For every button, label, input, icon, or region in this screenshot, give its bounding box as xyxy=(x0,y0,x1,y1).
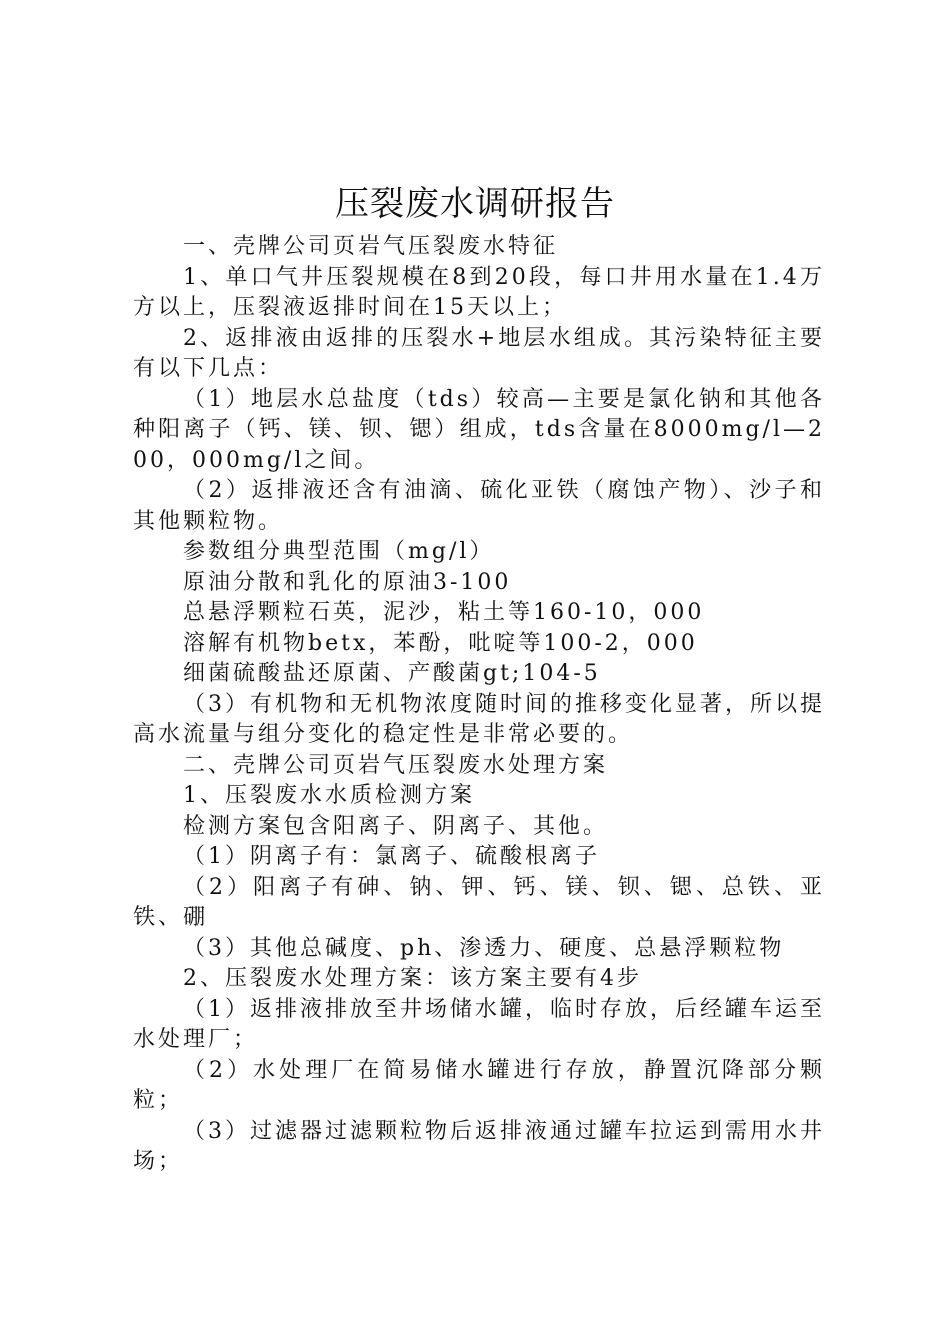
paragraph-treatment-plan: 2、压裂废水处理方案：该方案主要有4步 xyxy=(183,966,642,991)
paragraph-step-3: （3）过滤器过滤颗粒物后返排液通过罐车拉运到需用水井场； xyxy=(133,1118,825,1174)
paragraph-detection-plan: 1、压裂废水水质检测方案 xyxy=(183,783,475,808)
paragraph-point-3-concentration: （3）有机物和无机物浓度随时间的推移变化显著，所以提高水流量与组分变化的稳定性是非常必要的。 xyxy=(133,691,825,747)
paragraph-anions: （1）阴离子有：氯离子、硫酸根离子 xyxy=(183,844,600,869)
paragraph-cations: （2）阳离子有砷、钠、钾、钙、镁、钡、锶、总铁、亚铁、硼 xyxy=(133,874,825,930)
paragraph-param-suspended: 总悬浮颗粒石英，泥沙，粘土等160-10，000 xyxy=(183,600,705,625)
paragraph-detection-contents: 检测方案包含阳离子、阴离子、其他。 xyxy=(183,813,609,839)
document-body xyxy=(133,232,825,1178)
paragraph-well-scale: 1、单口气井压裂规模在8到20段，每口井用水量在1.4万方以上，压裂液返排时间在15天以上； xyxy=(133,264,825,320)
paragraph-step-1: （1）返排液排放至井场储水罐，临时存放，后经罐车运至水处理厂； xyxy=(133,996,825,1052)
paragraph-param-header: 参数组分典型范围（mg/l） xyxy=(183,539,495,564)
paragraph-param-oil: 原油分散和乳化的原油3-100 xyxy=(183,569,512,595)
paragraph-flowback-composition: 2、返排液由返排的压裂水+地层水组成。其污染特征主要有以下几点： xyxy=(133,325,825,381)
document-title: 压裂废水调研报告 xyxy=(335,184,615,224)
paragraph-section-2-heading: 二、壳牌公司页岩气压裂废水处理方案 xyxy=(183,752,609,778)
paragraph-others: （3）其他总碱度、ph、渗透力、硬度、总悬浮颗粒物 xyxy=(183,935,785,961)
paragraph-point-1-salinity: （1）地层水总盐度（tds）较高—主要是氯化钠和其他各种阳离子（钙、镁、钡、锶）组成，tds含量在8000mg/l—200，000mg/l之间。 xyxy=(133,386,825,473)
paragraph-section-1-heading: 一、壳牌公司页岩气压裂废水特征 xyxy=(183,234,559,259)
paragraph-step-2: （2）水处理厂在简易储水罐进行存放，静置沉降部分颗粒； xyxy=(133,1057,825,1113)
paragraph-point-2-particles: （2）返排液还含有油滴、硫化亚铁（腐蚀产物）、沙子和其他颗粒物。 xyxy=(133,478,825,534)
paragraph-param-bacteria: 细菌硫酸盐还原菌、产酸菌gt;104-5 xyxy=(183,661,601,686)
paragraph-param-organics: 溶解有机物betx，苯酚，吡啶等100-2，000 xyxy=(183,630,698,656)
